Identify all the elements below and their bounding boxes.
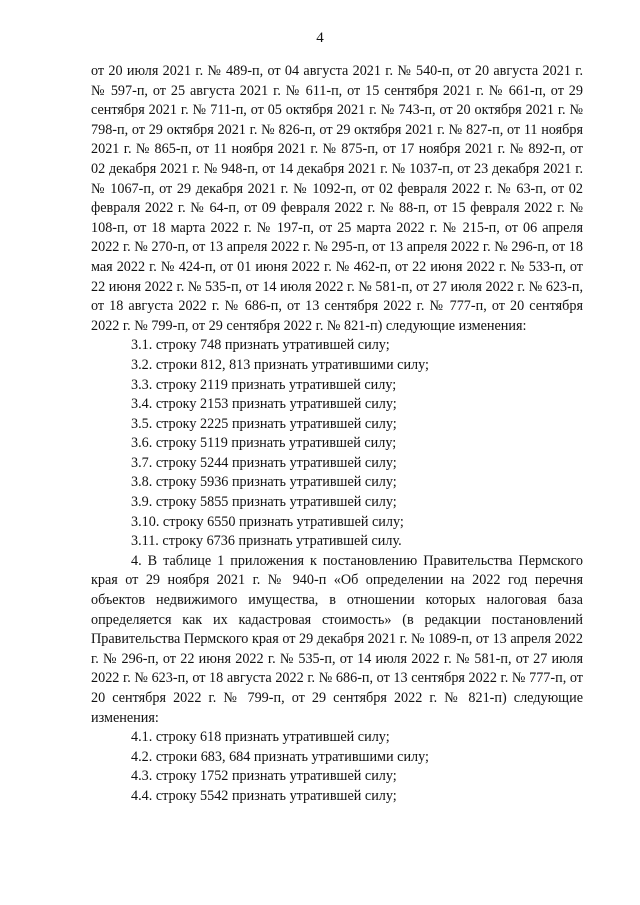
- list-item: 3.7. строку 5244 признать утратившей силу;: [131, 454, 397, 471]
- list-item: 3.6. строку 5119 признать утратившей силу;: [131, 435, 397, 452]
- list-item: 3.3. строку 2119 признать утратившей силу;: [131, 376, 397, 393]
- list-item: 3.9. строку 5855 признать утратившей силу;: [131, 494, 397, 511]
- paragraph-continuation: от 20 июля 2021 г. № 489-п, от 04 августа 2021 г. № 540-п, от 20 августа 2021 г. № 597-п, от 25 августа 2021 г. № 611-п, от 15 сентября 2021 г. № 661-п, от 29 сентября 2021 г. № 711-п, от 05 октября 2021 г. № 743-п, от 20 октября 2021 г. № 798-п, от 29 октября 2021 г. № 826-п, от 29 октября 2021 г. № 827-п, от 11 ноября 2021 г. № 865-п, от 11 ноября 2021 г. № 875-п, от 17 ноября 2021 г. № 892-п, от 02 декабря 2021 г. № 948-п, от 14 декабря 2021 г. № 1037-п, от 23 декабря 2021 г. № 1067-п, от 29 декабря 2021 г. № 1092-п, от 02 февраля 2022 г. № 63-п, от 02 февраля 2022 г. № 64-п, от 09 февраля 2022 г. № 88-п, от 15 февраля 2022 г. № 108-п, от 18 марта 2022 г. № 197-п, от 25 марта 2022 г. № 215-п, от 06 апреля 2022 г. № 270-п, от 13 апреля 2022 г. № 295-п, от 13 апреля 2022 г. № 296-п, от 18 мая 2022 г. № 424-п, от 01 июня 2022 г. № 462-п, от 22 июня 2022 г. № 533-п, от 22 июня 2022 г. № 535-п, от 14 июля 2022 г. № 581-п, от 27 июля 2022 г. № 623-п, от 18 августа 2022 г. № 686-п, от 13 сентября 2022 г. № 777-п, от 20 сентября 2022 г. № 799-п, от 29 сентября 2022 г. № 821-п) следующие изменения:: [91, 63, 583, 334]
- list-item: 3.4. строку 2153 признать утратившей силу;: [131, 396, 397, 413]
- paragraph-section-4: 4. В таблице 1 приложения к постановлению Правительства Пермского края от 29 ноября 2021 г. № 940-п «Об определении на 2022 год перечня объектов недвижимого имущества, в отношении которых налоговая база определяется как их кадастровая стоимость» (в редакции постановлений Правительства Пермского края от 29 декабря 2021 г. № 1089-п, от 13 апреля 2022 г. № 296-п, от 22 июня 2022 г. № 535-п, от 14 июля 2022 г. № 581-п, от 27 июля 2022 г. № 623-п, от 18 августа 2022 г. № 686-п, от 13 сентября 2022 г. № 777-п, от 20 сентября 2022 г. № 799-п, от 29 сентября 2022 г. № 821-п) следующие изменения:: [91, 552, 583, 726]
- page-number: 4: [316, 30, 324, 46]
- list-section-3: [91, 336, 583, 552]
- list-item: 4.1. строку 618 признать утратившей силу;: [131, 729, 390, 746]
- list-item: 4.4. строку 5542 признать утратившей силу;: [131, 787, 397, 804]
- list-item: 4.3. строку 1752 признать утратившей силу;: [131, 768, 397, 785]
- list-item: 4.2. строки 683, 684 признать утратившими силу;: [131, 748, 429, 765]
- list-item: 3.1. строку 748 признать утратившей силу;: [131, 337, 390, 354]
- list-item: 3.8. строку 5936 признать утратившей силу;: [131, 474, 397, 491]
- list-item: 3.2. строки 812, 813 признать утратившими силу;: [131, 356, 429, 373]
- list-item: 3.10. строку 6550 признать утратившей силу;: [131, 513, 404, 530]
- list-item: 3.11. строку 6736 признать утратившей силу.: [131, 533, 402, 550]
- list-item: 3.5. строку 2225 признать утратившей силу;: [131, 415, 397, 432]
- document-body: [91, 62, 583, 807]
- list-section-4: [91, 728, 583, 806]
